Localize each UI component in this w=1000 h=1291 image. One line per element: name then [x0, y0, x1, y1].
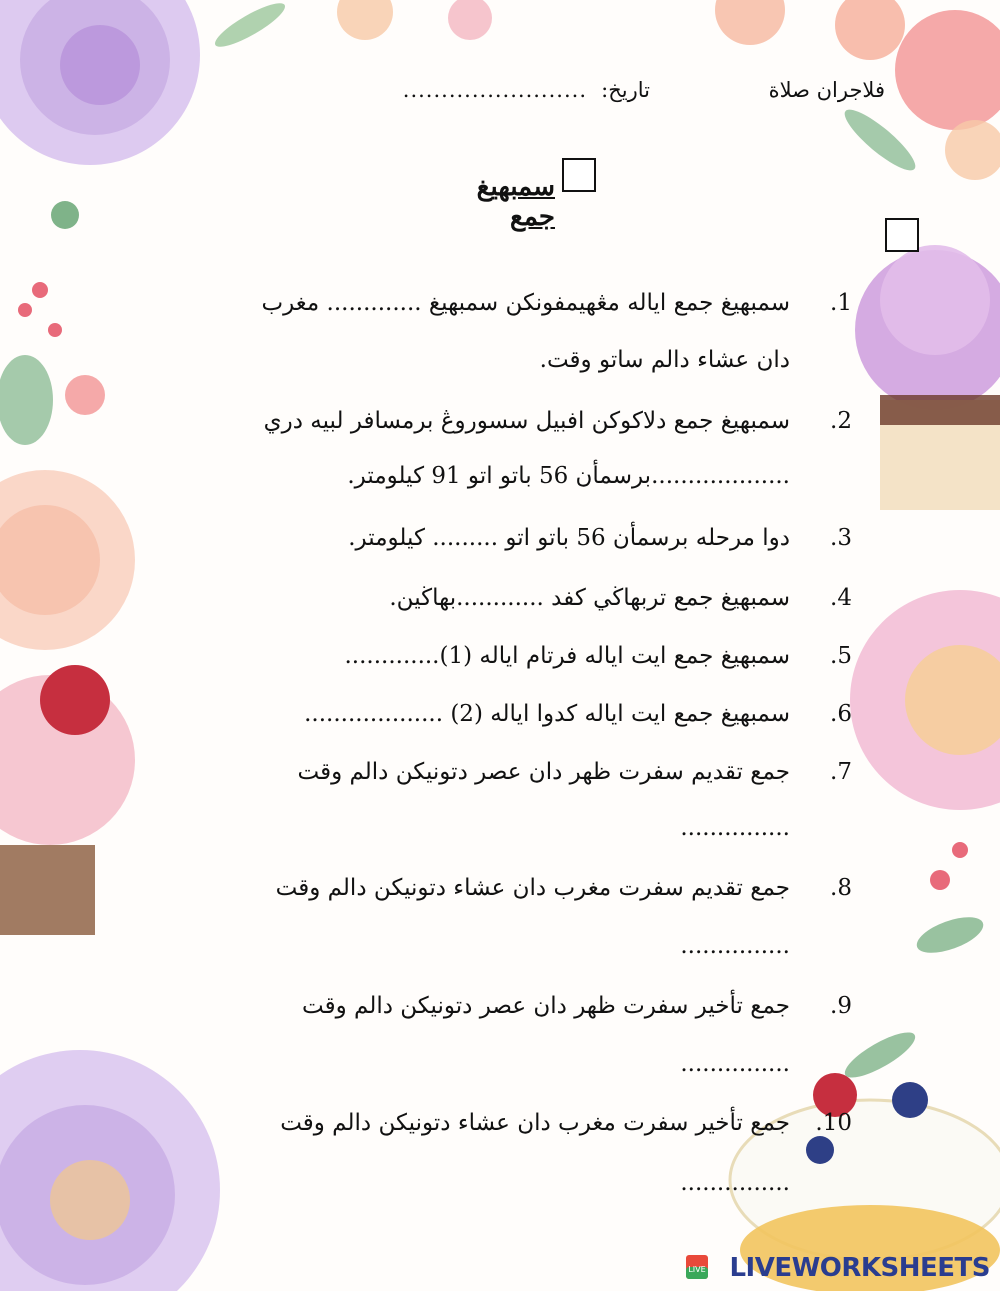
- question-1-line-2: دان عشاء دالم ساتو وقت.: [539, 347, 790, 373]
- liveworksheets-watermark[interactable]: LIVEWORKSHEETS: [729, 1253, 990, 1283]
- question-10-blank[interactable]: ...............: [680, 1170, 790, 1196]
- worksheet-header: [340, 78, 885, 118]
- question-2-line-2: ...................برسمأن 56 باتو اتو 91 كيلومتر.: [347, 463, 790, 489]
- question-2-line-1: سمبهيغ جمع دلاكوكن افبيل سسوروڠ برمسافر لبيه دري: [263, 408, 790, 434]
- page-title: سمبهيغ جمع: [476, 172, 555, 232]
- question-number: .9: [830, 993, 852, 1019]
- question-9-blank[interactable]: ...............: [680, 1051, 790, 1077]
- question-number: .7: [830, 759, 852, 785]
- side-checkbox[interactable]: [885, 218, 919, 252]
- question-number: .2: [830, 408, 852, 434]
- question-4-line-1: سمبهيغ جمع تربهاڬي كفد ............بهاڬين.: [389, 585, 790, 611]
- date-blank[interactable]: ........................: [402, 78, 587, 102]
- question-number: .5: [830, 643, 852, 669]
- question-10-line-1: جمع تأخير سفرت مغرب دان عشاء دتونيكن دالم وقت: [280, 1110, 790, 1136]
- question-number: .10: [815, 1110, 852, 1136]
- question-5-line-1: سمبهيغ جمع ايت اياله فرتام اياله (1).............: [344, 643, 790, 669]
- question-1-line-1: سمبهيغ جمع اياله مڠهيمفونكن سمبهيغ ............. مغرب: [261, 290, 790, 316]
- title-checkbox[interactable]: [562, 158, 596, 192]
- subject-label: فلاجران صلاة: [768, 78, 885, 102]
- question-number: .8: [830, 875, 852, 901]
- question-9-line-1: جمع تأخير سفرت ظهر دان عصر دتونيكن دالم وقت: [302, 993, 790, 1019]
- question-8-blank[interactable]: ...............: [680, 933, 790, 959]
- question-number: .4: [830, 585, 852, 611]
- question-6-line-1: سمبهيغ جمع ايت اياله كدوا اياله (2) ...................: [304, 701, 790, 727]
- question-number: .1: [830, 290, 852, 316]
- question-8-line-1: جمع تقديم سفرت مغرب دان عشاء دتونيكن دالم وقت: [275, 875, 790, 901]
- question-number: .3: [830, 525, 852, 551]
- question-7-line-1: جمع تقديم سفرت ظهر دان عصر دتونيكن دالم وقت: [297, 759, 790, 785]
- badge-text: LIVE: [688, 1265, 706, 1274]
- question-3-line-1: دوا مرحله برسمأن 56 باتو اتو ......... كيلومتر.: [348, 525, 790, 551]
- date-label: تاريخ:: [601, 78, 650, 102]
- question-number: .6: [830, 701, 852, 727]
- liveworksheets-logo-icon: [686, 1255, 708, 1279]
- question-7-blank[interactable]: ...............: [680, 815, 790, 841]
